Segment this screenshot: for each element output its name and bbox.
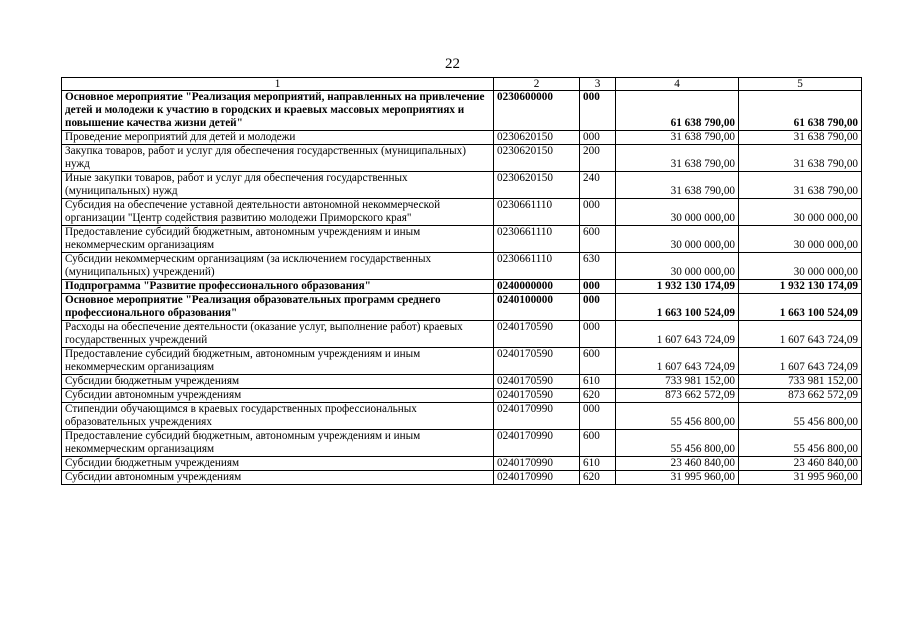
row-name-cell: Предоставление субсидий бюджетным, автономным учреждениям и иным некоммерческим организациям [62,226,494,253]
budget-table-body [62,78,862,485]
row-name-cell: Субсидии некоммерческим организациям (за исключением государственных (муниципальных) учреждений) [62,253,494,280]
row-amount-year1-cell: 55 456 800,00 [616,430,739,457]
table-row [62,172,862,199]
row-amount-year1-cell: 61 638 790,00 [616,91,739,131]
row-vr-cell: 000 [580,280,616,294]
row-vr-cell: 600 [580,348,616,375]
row-amount-year1-cell: 873 662 572,09 [616,389,739,403]
row-amount-year1-cell: 31 995 960,00 [616,471,739,485]
row-name-cell: Основное мероприятие "Реализация мероприятий, направленных на привлечение детей и молодежи к участию в городских и краевых массовых мероприятиях и повышение качества жизни детей" [62,91,494,131]
row-amount-year1-cell: 55 456 800,00 [616,403,739,430]
row-vr-cell: 240 [580,172,616,199]
page-number: 22 [445,56,460,72]
row-amount-year2-cell: 30 000 000,00 [739,253,862,280]
row-name-cell: Стипендии обучающимся в краевых государственных профессиональных образовательных учреждениях [62,403,494,430]
table-row [62,471,862,485]
row-name-cell: Иные закупки товаров, работ и услуг для обеспечения государственных (муниципальных) нужд [62,172,494,199]
column-number-row [62,78,862,91]
row-name-cell: Расходы на обеспечение деятельности (оказание услуг, выполнение работ) краевых государственных учреждений [62,321,494,348]
row-amount-year2-cell: 31 638 790,00 [739,172,862,199]
table-row [62,226,862,253]
row-code-cell: 0240170990 [494,457,580,471]
row-amount-year1-cell: 30 000 000,00 [616,253,739,280]
row-amount-year2-cell: 23 460 840,00 [739,457,862,471]
row-amount-year1-cell: 1 663 100 524,09 [616,294,739,321]
row-amount-year2-cell: 1 607 643 724,09 [739,348,862,375]
row-code-cell: 0240170990 [494,403,580,430]
row-vr-cell: 000 [580,91,616,131]
row-name-cell: Субсидии бюджетным учреждениям [62,375,494,389]
row-amount-year2-cell: 30 000 000,00 [739,199,862,226]
column-header: 3 [580,78,616,91]
row-name-cell: Субсидии автономным учреждениям [62,389,494,403]
row-code-cell: 0230661110 [494,199,580,226]
table-row [62,321,862,348]
row-code-cell: 0230620150 [494,172,580,199]
row-vr-cell: 000 [580,294,616,321]
row-amount-year2-cell: 873 662 572,09 [739,389,862,403]
row-code-cell: 0230600000 [494,91,580,131]
row-amount-year2-cell: 55 456 800,00 [739,430,862,457]
table-row [62,253,862,280]
row-name-cell: Основное мероприятие "Реализация образовательных программ среднего профессионального образования" [62,294,494,321]
column-header: 5 [739,78,862,91]
row-vr-cell: 000 [580,321,616,348]
row-vr-cell: 000 [580,131,616,145]
row-code-cell: 0240170590 [494,375,580,389]
row-vr-cell: 000 [580,403,616,430]
table-row [62,389,862,403]
table-row [62,403,862,430]
row-vr-cell: 000 [580,199,616,226]
row-vr-cell: 620 [580,471,616,485]
row-code-cell: 0230661110 [494,226,580,253]
table-row [62,280,862,294]
row-vr-cell: 600 [580,430,616,457]
table-row [62,457,862,471]
row-name-cell: Закупка товаров, работ и услуг для обеспечения государственных (муниципальных) нужд [62,145,494,172]
row-code-cell: 0230620150 [494,131,580,145]
row-amount-year1-cell: 31 638 790,00 [616,172,739,199]
row-amount-year2-cell: 30 000 000,00 [739,226,862,253]
row-vr-cell: 600 [580,226,616,253]
row-code-cell: 0240170590 [494,348,580,375]
row-amount-year2-cell: 31 638 790,00 [739,145,862,172]
row-name-cell: Подпрограмма "Развитие профессионального образования" [62,280,494,294]
row-amount-year2-cell: 55 456 800,00 [739,403,862,430]
row-vr-cell: 620 [580,389,616,403]
row-code-cell: 0240100000 [494,294,580,321]
table-row [62,348,862,375]
row-amount-year1-cell: 31 638 790,00 [616,145,739,172]
row-code-cell: 0230620150 [494,145,580,172]
row-code-cell: 0240170590 [494,321,580,348]
row-code-cell: 0240170590 [494,389,580,403]
table-row [62,430,862,457]
row-amount-year1-cell: 30 000 000,00 [616,226,739,253]
row-name-cell: Субсидии бюджетным учреждениям [62,457,494,471]
row-code-cell: 0240170990 [494,471,580,485]
row-code-cell: 0240170990 [494,430,580,457]
row-amount-year2-cell: 733 981 152,00 [739,375,862,389]
row-amount-year1-cell: 733 981 152,00 [616,375,739,389]
table-row [62,375,862,389]
row-amount-year1-cell: 1 607 643 724,09 [616,321,739,348]
row-amount-year1-cell: 31 638 790,00 [616,131,739,145]
table-row [62,294,862,321]
table-row [62,131,862,145]
column-header: 1 [62,78,494,91]
row-vr-cell: 200 [580,145,616,172]
row-code-cell: 0240000000 [494,280,580,294]
row-vr-cell: 610 [580,375,616,389]
column-header: 4 [616,78,739,91]
table-row [62,199,862,226]
budget-table [61,77,862,485]
row-name-cell: Субсидия на обеспечение уставной деятельности автономной некоммерческой организации "Центр содействия развитию молодежи Приморского края" [62,199,494,226]
row-amount-year1-cell: 23 460 840,00 [616,457,739,471]
row-amount-year1-cell: 30 000 000,00 [616,199,739,226]
row-vr-cell: 630 [580,253,616,280]
table-row [62,145,862,172]
row-vr-cell: 610 [580,457,616,471]
row-name-cell: Предоставление субсидий бюджетным, автономным учреждениям и иным некоммерческим организациям [62,430,494,457]
row-name-cell: Субсидии автономным учреждениям [62,471,494,485]
row-amount-year1-cell: 1 932 130 174,09 [616,280,739,294]
row-amount-year1-cell: 1 607 643 724,09 [616,348,739,375]
column-header: 2 [494,78,580,91]
row-name-cell: Проведение мероприятий для детей и молодежи [62,131,494,145]
row-amount-year2-cell: 1 932 130 174,09 [739,280,862,294]
row-amount-year2-cell: 1 607 643 724,09 [739,321,862,348]
row-amount-year2-cell: 31 638 790,00 [739,131,862,145]
table-row [62,91,862,131]
row-name-cell: Предоставление субсидий бюджетным, автономным учреждениям и иным некоммерческим организациям [62,348,494,375]
row-amount-year2-cell: 31 995 960,00 [739,471,862,485]
row-amount-year2-cell: 1 663 100 524,09 [739,294,862,321]
row-code-cell: 0230661110 [494,253,580,280]
row-amount-year2-cell: 61 638 790,00 [739,91,862,131]
